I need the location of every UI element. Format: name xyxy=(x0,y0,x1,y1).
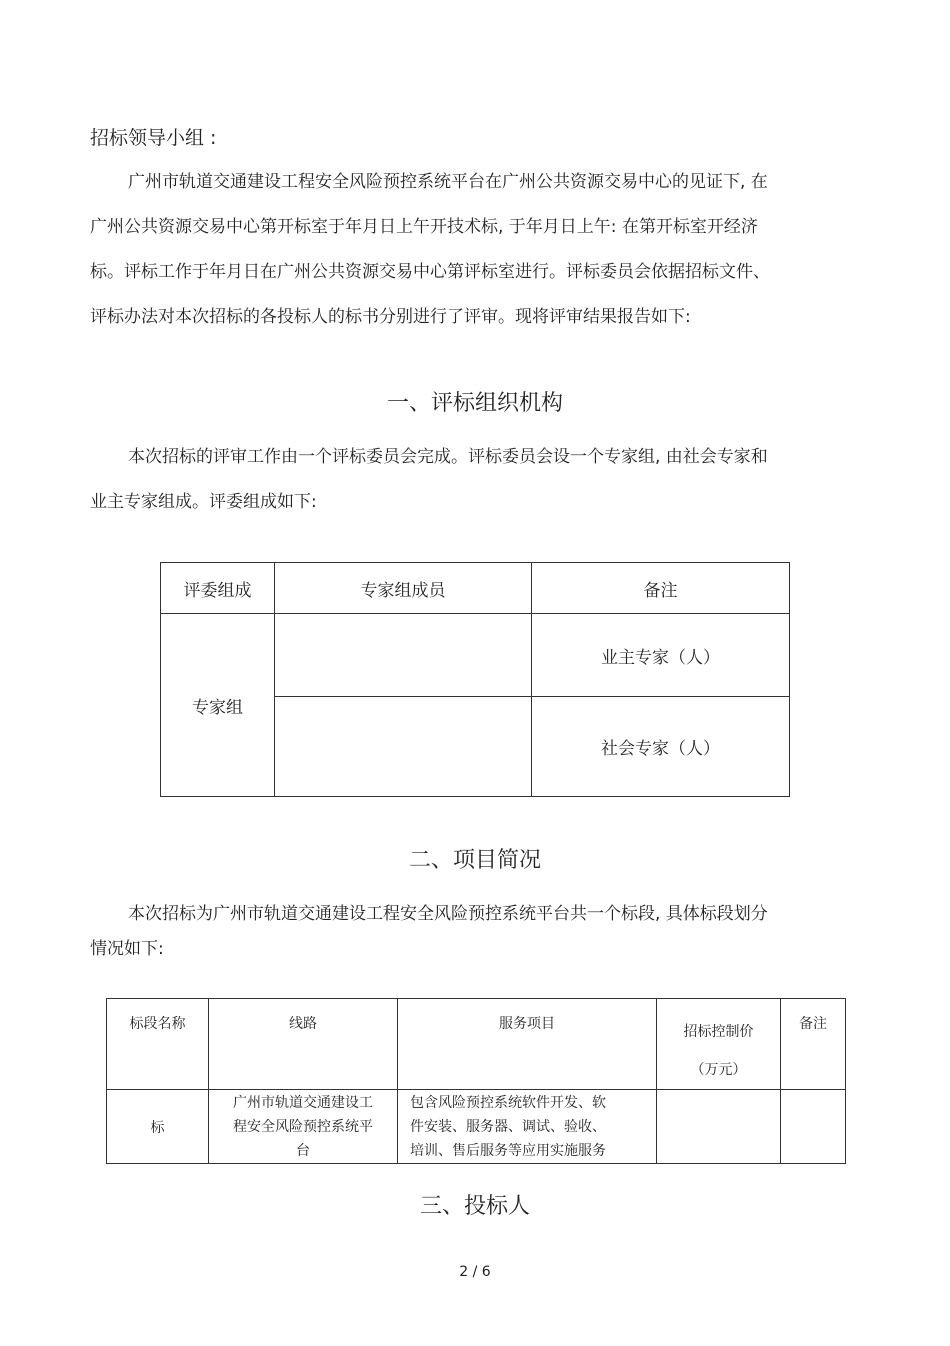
intro-line: 标。评标工作于年月日在广州公共资源交易中心第评标室进行。评标委员会依据招标文件、 xyxy=(90,262,770,282)
lot-header-price-unit: （万元） xyxy=(690,1062,747,1078)
jury-members-cell xyxy=(275,697,532,797)
section2-line: 本次招标为广州市轨道交通建设工程安全风险预控系统平台共一个标段, 具体标段划分 xyxy=(128,904,768,924)
intro-line: 评标办法对本次招标的各投标人的标书分别进行了评审。现将评审结果报告如下: xyxy=(90,307,691,327)
lot-route-line: 台 xyxy=(296,1142,310,1159)
lot-header-price xyxy=(657,999,781,1090)
section-heading-2: 二、项目简况 xyxy=(408,848,541,873)
jury-header-members: 专家组成员 xyxy=(275,563,532,614)
lot-route-cell xyxy=(209,1090,398,1164)
lot-service-line: 包含风险预控系统软件开发、软 xyxy=(410,1094,606,1111)
lot-note-cell xyxy=(781,1090,846,1164)
section2-paragraph xyxy=(90,892,830,972)
page-number: 2 / 6 xyxy=(459,1264,491,1280)
lot-service-line: 件安装、服务器、调试、验收、 xyxy=(410,1118,606,1135)
lot-service-line: 培训、售后服务等应用实施服务 xyxy=(410,1142,606,1159)
lot-header-route: 线路 xyxy=(209,999,398,1090)
intro-line: 广州市轨道交通建设工程安全风险预控系统平台在广州公共资源交易中心的见证下, 在 xyxy=(128,172,768,192)
section1-line: 业主专家组成。评委组成如下: xyxy=(90,492,317,512)
salutation: 招标领导小组 : xyxy=(90,127,217,149)
jury-members-cell xyxy=(275,614,532,697)
section1-line: 本次招标的评审工作由一个评标委员会完成。评标委员会设一个专家组, 由社会专家和 xyxy=(128,447,768,467)
section-table xyxy=(106,998,846,1164)
section1-paragraph xyxy=(90,435,830,525)
intro-line: 广州公共资源交易中心第开标室于年月日上午开技术标, 于年月日上午: 在第开标室开经济 xyxy=(90,217,758,237)
section2-line: 情况如下: xyxy=(90,939,164,959)
jury-header-composition: 评委组成 xyxy=(161,563,275,614)
lot-name-cell: 标 xyxy=(107,1090,209,1164)
lot-header-name: 标段名称 xyxy=(107,999,209,1090)
section-heading-3: 三、投标人 xyxy=(419,1194,530,1219)
lot-service-cell xyxy=(398,1090,657,1164)
lot-header-price-label: 招标控制价 xyxy=(683,1024,754,1040)
jury-header-note: 备注 xyxy=(532,563,790,614)
section-heading-1: 一、评标组织机构 xyxy=(386,391,563,416)
jury-note-cell: 社会专家（人） xyxy=(532,697,790,797)
jury-group-label: 专家组 xyxy=(161,614,275,797)
lot-price-cell xyxy=(657,1090,781,1164)
lot-header-service: 服务项目 xyxy=(398,999,657,1090)
jury-table xyxy=(160,562,790,797)
lot-route-line: 程安全风险预控系统平 xyxy=(233,1118,373,1135)
lot-header-note: 备注 xyxy=(781,999,846,1090)
jury-note-cell: 业主专家（人） xyxy=(532,614,790,697)
lot-route-line: 广州市轨道交通建设工 xyxy=(233,1094,373,1111)
intro-paragraph xyxy=(90,160,830,340)
